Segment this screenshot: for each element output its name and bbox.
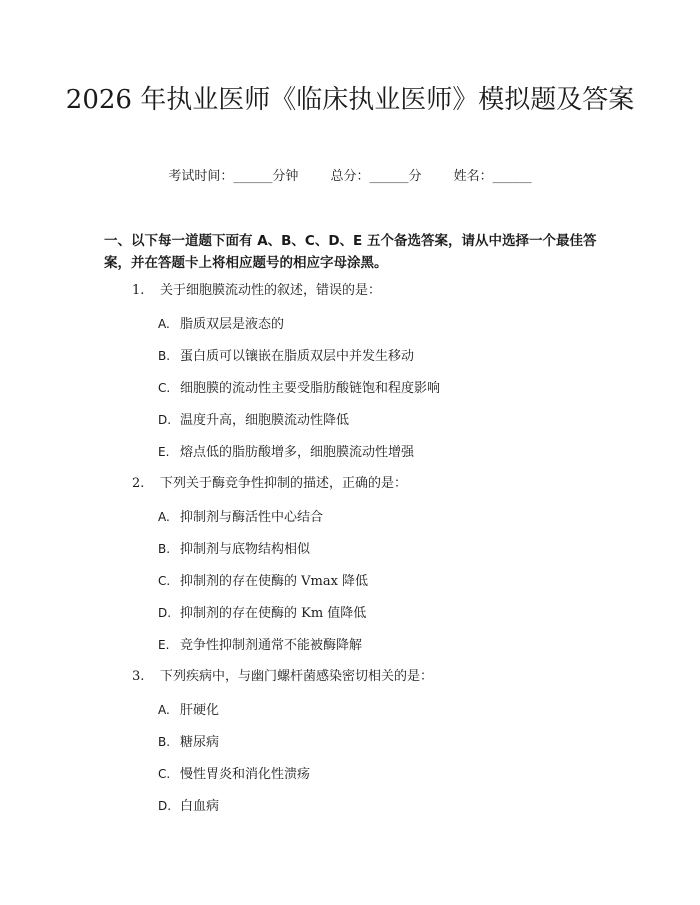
option-letter: E. [158,638,170,652]
option-letter: B. [158,735,171,749]
option-1b [158,347,414,366]
option-text: 温度升高，细胞膜流动性降低 [180,413,350,428]
option-2e [158,636,362,655]
page-title: 2026 年执业医师《临床执业医师》模拟题及答案 [65,85,635,115]
option-letter: E. [158,445,170,459]
exam-meta [0,168,700,186]
option-text: 竞争性抑制剂通常不能被酶降解 [180,638,363,653]
question-3 [132,668,433,686]
exam-name: 姓名：______ [453,169,532,184]
option-letter: A. [158,317,170,331]
option-2b [158,540,310,559]
option-3a [158,701,219,720]
question-number: 2. [132,476,145,491]
question-text: 下列关于酶竞争性抑制的描述，正确的是： [160,476,408,491]
option-text: 肝硬化 [180,703,220,718]
exam-score: 总分：______分 [330,169,422,184]
option-letter: A. [158,510,170,524]
question-number: 1. [132,283,145,298]
option-letter: A. [158,703,170,717]
option-text: 蛋白质可以镶嵌在脂质双层中并发生移动 [180,349,415,364]
option-text: 抑制剂与底物结构相似 [180,542,311,557]
question-2 [132,475,407,493]
option-1c [158,379,440,398]
option-3d [158,797,219,816]
option-letter: B. [158,542,171,556]
option-text: 脂质双层是液态的 [180,317,285,332]
option-letter: D. [158,413,172,427]
option-letter: D. [158,606,172,620]
exam-time: 考试时间：______分钟 [168,169,299,184]
option-letter: D. [158,799,172,813]
option-text: 抑制剂的存在使酶的 Km 值降低 [180,606,367,621]
option-letter: C. [158,574,171,588]
option-letter: B. [158,349,171,363]
question-text: 关于细胞膜流动性的叙述，错误的是： [160,283,382,298]
option-3c [158,765,310,784]
option-text: 抑制剂与酶活性中心结合 [180,510,324,525]
option-1a [158,315,284,334]
option-3b [158,733,219,752]
option-letter: C. [158,381,171,395]
option-1d [158,411,349,430]
option-2d [158,604,366,623]
option-text: 抑制剂的存在使酶的 Vmax 降低 [180,574,369,589]
option-text: 慢性胃炎和消化性溃疡 [180,767,311,782]
option-text: 糖尿病 [180,735,220,750]
option-text: 熔点低的脂肪酸增多，细胞膜流动性增强 [180,445,415,460]
option-text: 白血病 [180,799,220,814]
question-number: 3. [132,669,145,684]
option-text: 细胞膜的流动性主要受脂肪酸链饱和程度影响 [180,381,441,396]
option-1e [158,443,414,462]
option-2a [158,508,323,527]
question-1 [132,282,381,300]
section-heading: 一、以下每一道题下面有 A、B、C、D、E 五个备选答案，请从中选择一个最佳答案，并在答题卡上将相应题号的相应字母涂黑。 [104,233,597,271]
option-letter: C. [158,767,171,781]
option-2c [158,572,368,591]
question-text: 下列疾病中，与幽门螺杆菌感染密切相关的是： [160,669,434,684]
